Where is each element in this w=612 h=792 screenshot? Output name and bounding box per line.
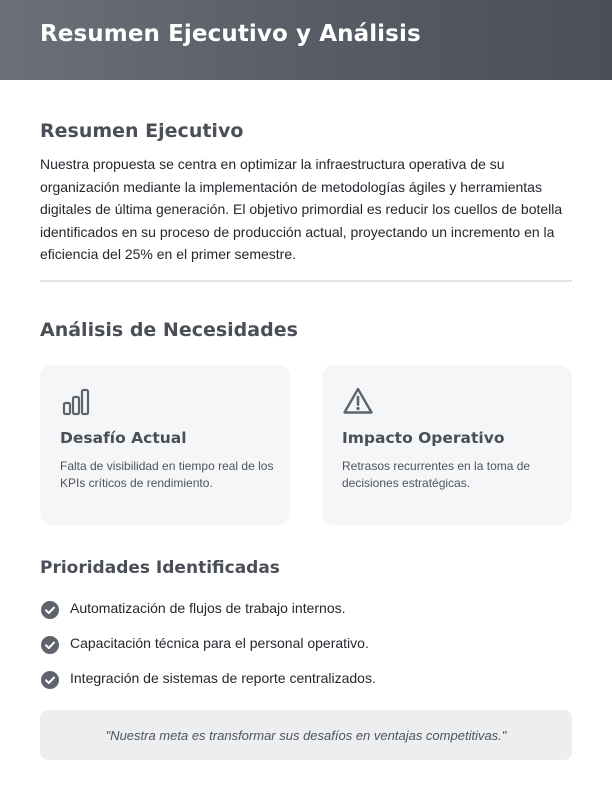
- priority-text: Automatización de flujos de trabajo internos.: [70, 600, 346, 616]
- executive-summary-text: Nuestra propuesta se centra en optimizar la infraestructura operativa de su organización mediante la implementación de metodologías ágiles y herramientas digitales de última generación. El objetivo primordial es reducir los cuellos de botella identificados en su proceso de producción actual, proyectando un incremento en la eficiencia del 25% en el primer semestre.: [40, 156, 563, 263]
- priorities-heading: Prioridades Identificadas: [40, 558, 280, 578]
- challenge-card-title: Desafío Actual: [60, 429, 187, 447]
- executive-summary-heading: Resumen Ejecutivo: [40, 120, 244, 142]
- list-item: [40, 598, 572, 633]
- bar-chart-icon: [60, 385, 92, 417]
- check-circle-icon: [41, 671, 59, 689]
- challenge-card-text: Falta de visibilidad en tiempo real de los KPIs críticos de rendimiento.: [60, 459, 274, 490]
- challenge-card: [40, 365, 290, 525]
- priority-text: Integración de sistemas de reporte centralizados.: [70, 670, 376, 686]
- list-item: [40, 668, 572, 703]
- priorities-list: [40, 598, 572, 703]
- warning-icon: [342, 385, 374, 417]
- check-circle-icon: [41, 636, 59, 654]
- quote-text: "Nuestra meta es transformar sus desafíos en ventajas competitivas.": [105, 727, 507, 743]
- impact-card-text: Retrasos recurrentes en la toma de decisiones estratégicas.: [342, 459, 531, 490]
- page-title: Resumen Ejecutivo y Análisis: [40, 21, 421, 47]
- needs-analysis-heading: Análisis de Necesidades: [40, 319, 298, 341]
- list-item: [40, 633, 572, 668]
- impact-card: [322, 365, 572, 525]
- check-circle-icon: [41, 601, 59, 619]
- impact-card-title: Impacto Operativo: [342, 429, 505, 447]
- page-header: [0, 0, 612, 80]
- quote-box: [40, 710, 572, 760]
- section-divider: [40, 280, 572, 282]
- priority-text: Capacitación técnica para el personal operativo.: [70, 635, 369, 651]
